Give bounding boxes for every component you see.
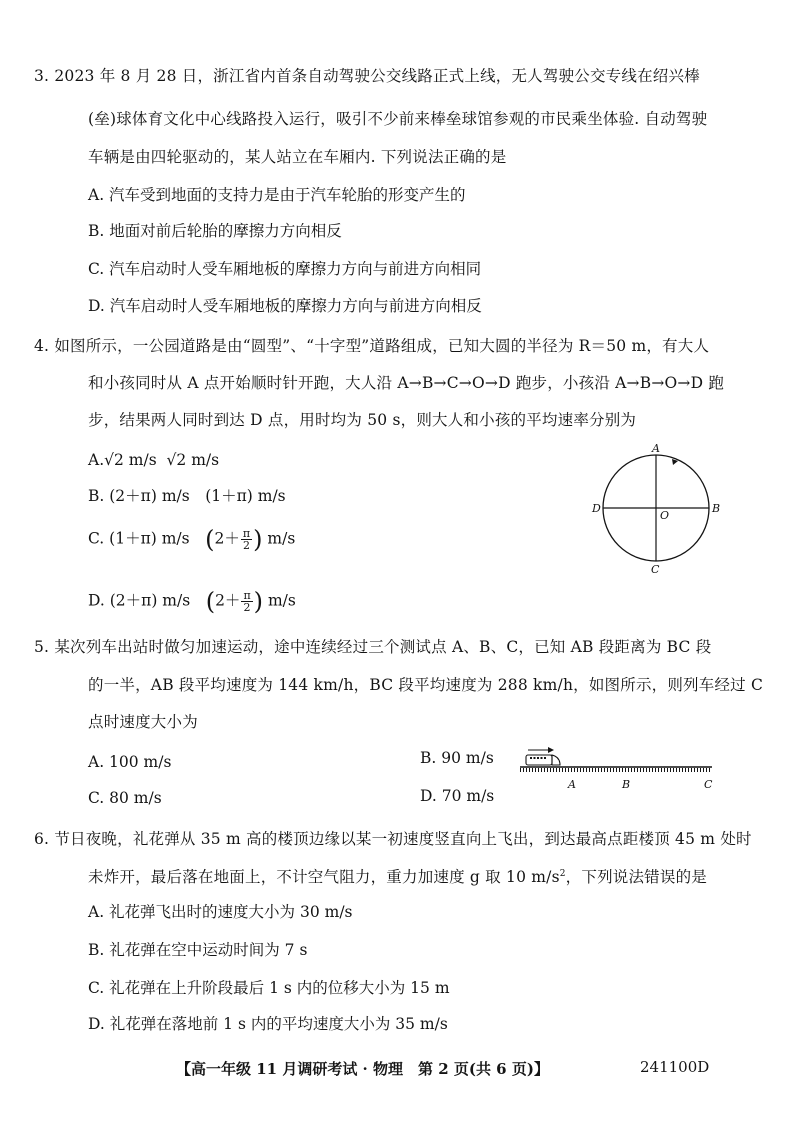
q5-stem-line1: 5. 某次列车出站时做匀加速运动，途中连续经过三个测试点 A、B、C，已知 AB 段距离为 BC 段 <box>34 638 712 656</box>
q3-stem-line3: 车辆是由四轮驱动的，某人站立在车厢内. 下列说法正确的是 <box>88 148 507 166</box>
q5-label-c: C <box>704 778 713 791</box>
q3-option-c: C. 汽车启动时人受车厢地板的摩擦力方向与前进方向相同 <box>88 260 482 278</box>
q4-stem-line3: 步，结果两人同时到达 D 点，用时均为 50 s，则大人和小孩的平均速率分别为 <box>88 411 637 429</box>
q3-stem-line2: (垒)球体育文化中心线路投入运行，吸引不少前来棒垒球馆参观的市民乘坐体验. 自动驾驶 <box>88 110 708 128</box>
q5-train-nose <box>552 755 560 765</box>
q3-option-d: D. 汽车启动时人受车厢地板的摩擦力方向与前进方向相反 <box>88 297 482 315</box>
q3-option-a: A. 汽车受到地面的支持力是由于汽车轮胎的形变产生的 <box>88 186 466 204</box>
q4-label-c: C <box>651 563 660 576</box>
q4-option-a-value1: √2 <box>104 451 124 469</box>
q4-option-d-fraction <box>241 590 252 613</box>
q6-stem-line2 <box>88 864 707 887</box>
q5-train-figure <box>518 744 718 796</box>
q6-stem-line2-exponent: 2 <box>559 869 566 879</box>
q4-option-a <box>88 450 219 470</box>
q6-option-d: D. 礼花弹在落地前 1 s 内的平均速度大小为 35 m/s <box>88 1015 448 1033</box>
q5-option-b: B. 90 m/s <box>420 749 494 767</box>
q4-option-c-fraction <box>241 528 252 551</box>
q4-option-d: D. (2＋π) m/s (2＋ $\frac{\pi}{2}$ ) m/s <box>88 587 296 616</box>
q6-stem-line2-main: 未炸开，最后落在地面上，不计空气阻力，重力加速度 g 取 10 m/s <box>88 868 560 887</box>
q5-option-a: A. 100 m/s <box>88 753 172 771</box>
q5-stem-line2: 的一半，AB 段平均速度为 144 km/h，BC 段平均速度为 288 km/h，如图所示，则列车经过 C <box>88 676 764 694</box>
q5-arrow-head <box>548 747 554 753</box>
footer-title: 【高一年级 11 月调研考试 · 物理 第 2 页(共 6 页)】 <box>176 1060 549 1078</box>
q6-option-a: A. 礼花弹飞出时的速度大小为 30 m/s <box>88 903 353 921</box>
q4-option-a-unit1: m/s <box>123 451 157 469</box>
q4-stem-line1: 4. 如图所示，一公园道路是由“圆型”、“十字型”道路组成，已知大圆的半径为 R＝50 m，有大人 <box>34 337 710 355</box>
q6-option-c: C. 礼花弹在上升阶段最后 1 s 内的位移大小为 15 m <box>88 979 450 997</box>
q4-option-a-value2: √2 <box>166 451 187 469</box>
q5-option-d: D. 70 m/s <box>420 787 495 805</box>
q4-option-c-den: 2 <box>242 539 250 552</box>
q3-stem-line1: 3. 2023 年 8 月 28 日，浙江省内首条自动驾驶公交线路正式上线，无人驾驶公交专线在绍兴棒 <box>34 67 700 85</box>
q4-label-d: D <box>592 502 601 515</box>
q5-train-body <box>526 755 552 765</box>
q5-label-b: B <box>622 778 631 791</box>
q4-option-d-num: π <box>243 589 251 602</box>
q4-label-b: B <box>712 502 721 515</box>
q4-label-o: O <box>660 509 670 522</box>
q6-stem-line2-tail: ，下列说法错误的是 <box>565 868 707 887</box>
q4-option-d-prefix: D. (2＋π) m/s <box>88 591 206 610</box>
q3-option-b: B. 地面对前后轮胎的摩擦力方向相反 <box>88 222 342 240</box>
q4-option-c-num: π <box>242 527 251 540</box>
q5-option-c: C. 80 m/s <box>88 789 162 807</box>
q4-option-a-label: A. <box>88 451 105 469</box>
q4-option-d-den: 2 <box>243 601 251 614</box>
q5-label-a: A <box>568 778 576 791</box>
q4-option-a-unit2: m/s <box>186 451 220 469</box>
q4-option-c: C. (1＋π) m/s (2＋ $\frac{\pi}{2}$ ) m/s <box>88 525 296 554</box>
footer-code: 241100D <box>640 1058 710 1076</box>
q6-option-b: B. 礼花弹在空中运动时间为 7 s <box>88 941 308 959</box>
q4-option-d-unit: m/s <box>263 591 296 610</box>
q4-option-c-prefix: C. (1＋π) m/s <box>88 529 206 548</box>
q4-label-a: A <box>652 442 660 455</box>
q4-circle-figure <box>588 440 728 580</box>
q4-option-c-unit: m/s <box>262 529 296 548</box>
q4-option-c-lead: 2＋ <box>214 529 240 548</box>
q6-stem-line1: 6. 节日夜晚，礼花弹从 35 m 高的楼顶边缘以某一初速度竖直向上飞出，到达最高点距楼顶 45 m 处时 <box>34 830 752 848</box>
q4-option-b: B. (2＋π) m/s (1＋π) m/s <box>88 487 286 505</box>
q4-option-d-lead: 2＋ <box>215 591 241 610</box>
q4-stem-line2: 和小孩同时从 A 点开始顺时针开跑，大人沿 A→B→C→O→D 跑步，小孩沿 A→B→O→D 跑 <box>88 374 725 392</box>
q5-stem-line3: 点时速度大小为 <box>88 713 198 731</box>
